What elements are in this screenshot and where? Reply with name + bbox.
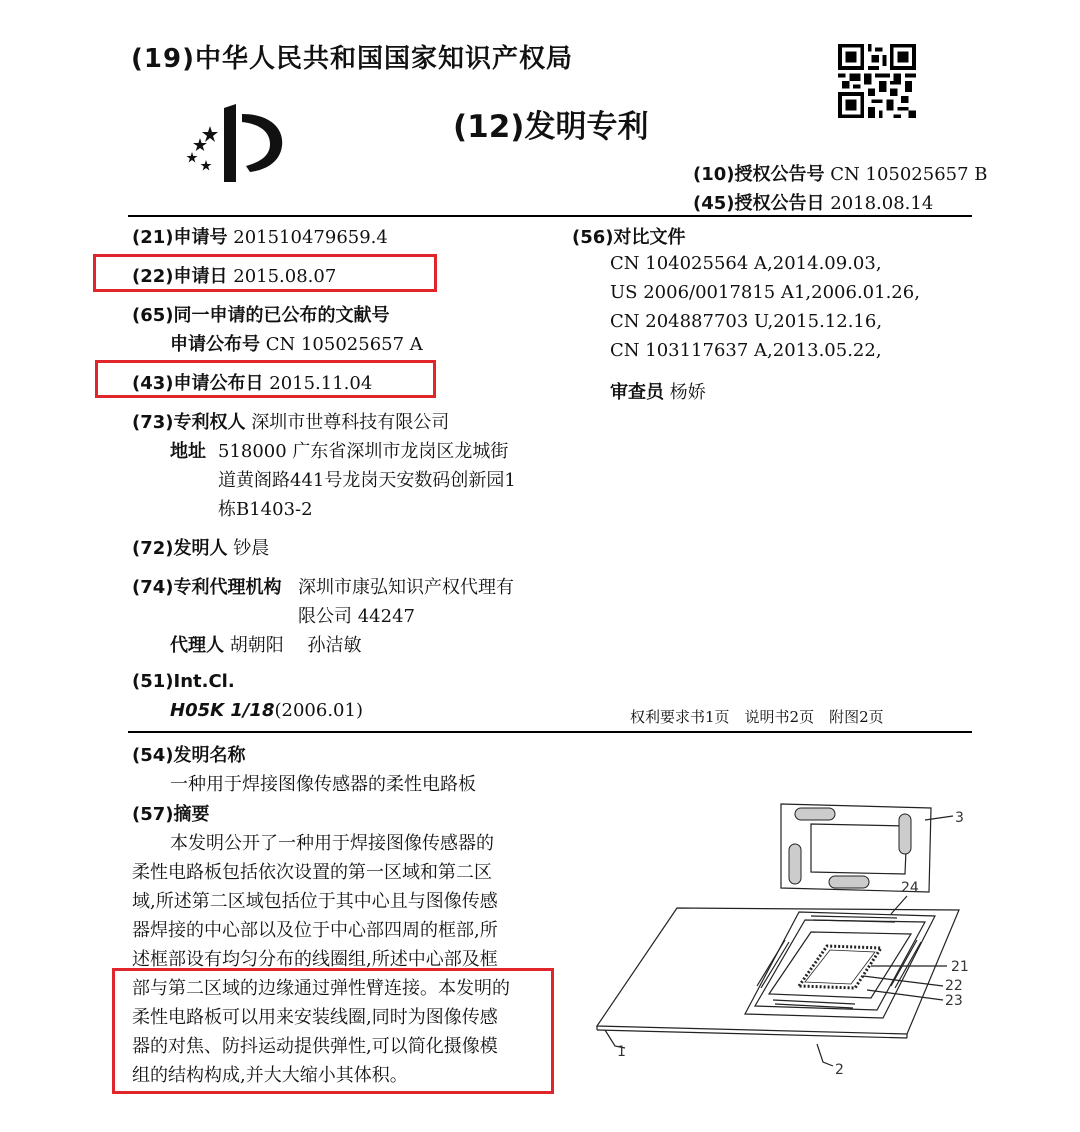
grant-number-label: (10)授权公告号 xyxy=(693,164,825,185)
figure-label: 21 xyxy=(951,959,969,975)
agent-names: 胡朝阳 孙洁敏 xyxy=(229,635,362,656)
agency-line: 深圳市康弘知识产权代理有 xyxy=(298,577,514,598)
abstract-line: 器焊接的中心部以及位于中心部四周的框部,所 xyxy=(132,920,498,941)
same-application-label: (65)同一申请的已公布的文献号 xyxy=(132,305,390,326)
agents xyxy=(170,631,361,657)
publication-date-label: (43)申请公布日 xyxy=(132,373,264,394)
figure-label: 23 xyxy=(945,993,963,1009)
publication-number xyxy=(170,330,423,356)
figure-label: 2 xyxy=(835,1062,844,1078)
agency-label: (74)专利代理机构 xyxy=(132,577,282,598)
title-label: (54)发明名称 xyxy=(132,745,246,766)
figure-label: 22 xyxy=(945,978,963,994)
application-number xyxy=(132,223,388,249)
address-line: 栋B1403-2 xyxy=(218,499,313,520)
page-count: 权利要求书1页 说明书2页 附图2页 xyxy=(630,708,884,726)
figure-label: 1 xyxy=(617,1044,626,1060)
grant-date-value: 2018.08.14 xyxy=(830,193,934,214)
inventor xyxy=(132,534,269,560)
figure-label: 3 xyxy=(955,810,964,826)
address-label: 地址 xyxy=(170,441,206,462)
patentee-label: (73)专利权人 xyxy=(132,412,246,433)
application-date-value: 2015.08.07 xyxy=(233,266,337,287)
inventor-value: 钞晨 xyxy=(233,538,270,559)
publication-date xyxy=(132,369,372,395)
intcl-label: (51)Int.Cl. xyxy=(132,671,235,692)
agent-label: 代理人 xyxy=(170,635,224,656)
cnipa-logo-icon xyxy=(180,100,290,190)
abstract-line: 柔性电路板可以用来安装线圈,同时为图像传感 xyxy=(132,1007,498,1028)
abstract-line: 柔性电路板包括依次设置的第一区域和第二区 xyxy=(132,862,492,883)
examiner-label: 审查员 xyxy=(610,382,664,403)
publication-number-value: CN 105025657 A xyxy=(265,334,423,355)
qr-code-icon xyxy=(838,44,916,122)
grant-date xyxy=(693,189,933,215)
citation-item: CN 204887703 U,2015.12.16, xyxy=(610,311,883,332)
agency-line: 限公司 44247 xyxy=(298,606,415,627)
document-type: (12)发明专利 xyxy=(453,109,649,145)
abstract-line: 部与第二区域的边缘通过弹性臂连接。本发明的 xyxy=(132,978,510,999)
frame-component-3 xyxy=(781,804,953,892)
citations-label: (56)对比文件 xyxy=(572,227,686,248)
abstract-line: 述框部设有均匀分布的线圈组,所述中心部及框 xyxy=(132,949,498,970)
address-line: 道黄阁路441号龙岗天安数码创新园1 xyxy=(218,470,516,491)
figure-label: 24 xyxy=(901,880,919,896)
publication-date-value: 2015.11.04 xyxy=(269,373,373,394)
board-component-1 xyxy=(597,896,959,1066)
application-date xyxy=(132,262,336,288)
citation-item: CN 104025564 A,2014.09.03, xyxy=(610,253,882,274)
abstract-line: 器的对焦、防抖运动提供弹性,可以简化摄像模 xyxy=(132,1036,498,1057)
inventor-label: (72)发明人 xyxy=(132,538,228,559)
abstract-line: 本发明公开了一种用于焊接图像传感器的 xyxy=(170,833,494,854)
grant-number xyxy=(693,160,988,186)
highlight-box-abstract xyxy=(112,968,554,1094)
application-number-label: (21)申请号 xyxy=(132,227,228,248)
intcl-classification xyxy=(170,700,363,721)
intcl-version: (2006.01) xyxy=(274,700,363,721)
grant-number-value: CN 105025657 B xyxy=(830,164,988,185)
citation-item: US 2006/0017815 A1,2006.01.26, xyxy=(610,282,920,303)
grant-date-label: (45)授权公告日 xyxy=(693,193,825,214)
authority-title: (19)中华人民共和国国家知识产权局 xyxy=(131,44,573,74)
abstract-label: (57)摘要 xyxy=(132,804,210,825)
patentee xyxy=(132,408,449,434)
section-divider xyxy=(128,731,972,733)
address-line: 518000 广东省深圳市龙岗区龙城街 xyxy=(218,441,509,462)
application-number-value: 201510479659.4 xyxy=(233,227,388,248)
publication-number-label: 申请公布号 xyxy=(170,334,260,355)
citation-item: CN 103117637 A,2013.05.22, xyxy=(610,340,882,361)
abstract-line: 组的结构构成,并大大缩小其体积。 xyxy=(132,1065,408,1086)
intcl-class: H05K 1/18 xyxy=(170,700,275,721)
patentee-value: 深圳市世尊科技有限公司 xyxy=(251,412,450,433)
examiner xyxy=(610,378,706,404)
abstract-line: 域,所述第二区域包括位于其中心且与图像传感 xyxy=(132,891,498,912)
examiner-value: 杨娇 xyxy=(669,382,706,403)
patent-figure xyxy=(585,790,985,1094)
invention-title: 一种用于焊接图像传感器的柔性电路板 xyxy=(170,774,476,795)
application-date-label: (22)申请日 xyxy=(132,266,228,287)
header-divider xyxy=(128,215,972,217)
